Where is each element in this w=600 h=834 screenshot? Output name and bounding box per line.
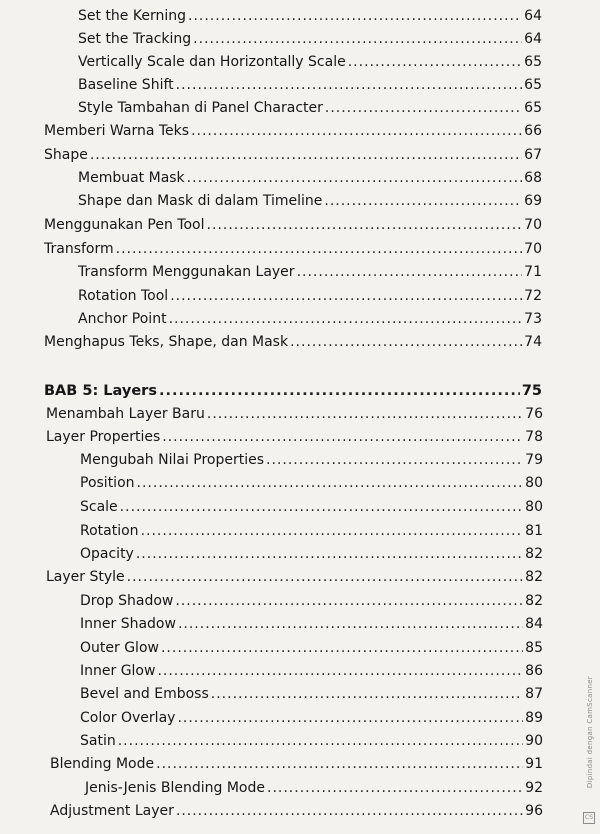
toc-entry-title: Jenis-Jenis Blending Mode: [85, 780, 265, 796]
dot-leader: [157, 662, 523, 680]
toc-chapter-title: BAB 5: Layers: [44, 383, 157, 399]
dot-leader: [169, 310, 523, 328]
dot-leader: [267, 779, 523, 797]
toc-entry-title: Set the Kerning: [78, 8, 186, 24]
dot-leader: [120, 498, 524, 516]
toc-entry-page: 87: [525, 686, 543, 702]
toc-entry-set-the-tracking: [78, 30, 542, 48]
dot-leader: [90, 146, 522, 164]
toc-entry-title: Baseline Shift: [78, 77, 174, 93]
toc-entry-page: 80: [525, 475, 543, 491]
dot-leader: [207, 216, 523, 234]
dot-leader: [297, 263, 523, 281]
toc-entry-page: 67: [524, 147, 542, 163]
toc-entry-page: 65: [524, 77, 542, 93]
toc-entry-page: 85: [525, 640, 543, 656]
toc-entry-pen-tool: [44, 216, 542, 234]
scanner-watermark: Dipindai dengan CamScanner: [586, 676, 594, 789]
toc-entry-page: 66: [524, 123, 542, 139]
dot-leader: [266, 451, 523, 469]
toc-entry-title: Vertically Scale dan Horizontally Scale: [78, 54, 346, 70]
toc-entry-rotation-tool: [78, 287, 542, 305]
toc-entry-title: Memberi Warna Teks: [44, 123, 190, 139]
toc-entry-transform: [44, 240, 542, 258]
dot-leader: [178, 615, 523, 633]
toc-entry-title: Scale: [80, 499, 118, 515]
dot-leader: [187, 169, 523, 187]
toc-entry-page: 89: [525, 710, 543, 726]
toc-entry-shape-dan-mask: [78, 192, 542, 210]
toc-entry-page: 90: [525, 733, 543, 749]
dot-leader: [211, 685, 523, 703]
dot-leader: [324, 192, 522, 210]
toc-entry-page: 71: [524, 264, 542, 280]
dot-leader: [348, 53, 522, 71]
toc-entry-bevel-emboss: [80, 685, 543, 703]
toc-entry-page: 70: [524, 241, 542, 257]
dot-leader: [170, 287, 522, 305]
toc-entry-page: 82: [525, 593, 543, 609]
toc-entry-blending-mode: [50, 755, 543, 773]
toc-entry-jenis-blending: [85, 779, 543, 797]
toc-entry-satin: [80, 732, 543, 750]
toc-entry-page: 73: [524, 311, 542, 327]
toc-entry-title: Style Tambahan di Panel Character: [78, 100, 323, 116]
toc-entry-title: Anchor Point: [78, 311, 167, 327]
dot-leader: [137, 474, 524, 492]
toc-entry-page: 76: [525, 406, 543, 422]
dot-leader: [159, 382, 520, 400]
toc-chapter-bab-5: [44, 382, 542, 400]
toc-entry-scale: [80, 498, 543, 516]
toc-entry-page: 72: [524, 288, 542, 304]
dot-leader: [136, 545, 523, 563]
toc-entry-title: Menambah Layer Baru: [46, 406, 205, 422]
toc-entry-page: 82: [525, 569, 543, 585]
toc-entry-title: Satin: [80, 733, 116, 749]
toc-entry-vertically-scale: [78, 53, 542, 71]
toc-entry-shape: [44, 146, 542, 164]
toc-entry-title: Adjustment Layer: [50, 803, 174, 819]
toc-entry-memberi-warna-teks: [44, 122, 542, 140]
toc-entry-page: 65: [524, 100, 542, 116]
toc-entry-title: Bevel and Emboss: [80, 686, 209, 702]
dot-leader: [118, 732, 523, 750]
toc-entry-page: 81: [525, 523, 543, 539]
toc-entry-title: Rotation: [80, 523, 139, 539]
toc-entry-page: 75: [521, 383, 542, 399]
dot-leader: [176, 76, 523, 94]
toc-entry-title: Inner Shadow: [80, 616, 176, 632]
toc-entry-layer-style: [46, 568, 543, 586]
toc-entry-anchor-point: [78, 310, 542, 328]
toc-entry-outer-glow: [80, 639, 543, 657]
toc-entry-page: 84: [525, 616, 543, 632]
toc-entry-inner-shadow: [80, 615, 543, 633]
toc-entry-menambah-layer: [46, 405, 543, 423]
toc-entry-title: Transform: [44, 241, 114, 257]
toc-entry-opacity: [80, 545, 543, 563]
toc-entry-title: Opacity: [80, 546, 134, 562]
dot-leader: [176, 802, 523, 820]
toc-entry-set-the-kerning: [78, 7, 542, 25]
toc-entry-adjustment-layer: [50, 802, 543, 820]
toc-entry-page: 64: [524, 31, 542, 47]
toc-entry-page: 79: [525, 452, 543, 468]
toc-entry-page: 70: [524, 217, 542, 233]
toc-entry-title: Menggunakan Pen Tool: [44, 217, 205, 233]
toc-entry-title: Transform Menggunakan Layer: [78, 264, 295, 280]
dot-leader: [127, 568, 524, 586]
toc-entry-title: Position: [80, 475, 135, 491]
toc-entry-page: 96: [525, 803, 543, 819]
toc-entry-page: 69: [524, 193, 542, 209]
toc-entry-style-tambahan: [78, 99, 542, 117]
toc-entry-title: Color Overlay: [80, 710, 176, 726]
toc-entry-page: 64: [524, 8, 542, 24]
toc-entry-layer-properties: [46, 428, 543, 446]
toc-entry-title: Shape: [44, 147, 88, 163]
toc-entry-page: 65: [524, 54, 542, 70]
toc-entry-title: Layer Properties: [46, 429, 161, 445]
toc-entry-page: 82: [525, 546, 543, 562]
toc-entry-title: Inner Glow: [80, 663, 156, 679]
toc-entry-drop-shadow: [80, 592, 543, 610]
dot-leader: [175, 592, 523, 610]
dot-leader: [191, 122, 522, 140]
dot-leader: [116, 240, 523, 258]
toc-entry-color-overlay: [80, 709, 543, 727]
dot-leader: [193, 30, 522, 48]
toc-entry-position: [80, 474, 543, 492]
toc-entry-title: Menghapus Teks, Shape, dan Mask: [44, 334, 289, 350]
dot-leader: [161, 639, 523, 657]
dot-leader: [141, 522, 524, 540]
toc-entry-title: Set the Tracking: [78, 31, 192, 47]
toc-entry-inner-glow: [80, 662, 543, 680]
toc-entry-menghapus: [44, 333, 542, 351]
toc-entry-page: 80: [525, 499, 543, 515]
toc-entry-page: 91: [525, 756, 543, 772]
dot-leader: [162, 428, 523, 446]
toc-entry-page: 92: [525, 780, 543, 796]
dot-leader: [156, 755, 523, 773]
toc-entry-page: 78: [525, 429, 543, 445]
dot-leader: [177, 709, 523, 727]
toc-entry-page: 68: [524, 170, 542, 186]
dot-leader: [207, 405, 523, 423]
toc-entry-title: Rotation Tool: [78, 288, 169, 304]
toc-entry-title: Outer Glow: [80, 640, 159, 656]
toc-entry-title: Shape dan Mask di dalam Timeline: [78, 193, 323, 209]
toc-entry-mengubah-nilai: [80, 451, 543, 469]
dot-leader: [325, 99, 522, 117]
toc-entry-title: Drop Shadow: [80, 593, 174, 609]
toc-entry-title: Membuat Mask: [78, 170, 185, 186]
toc-entry-page: 74: [524, 334, 542, 350]
dot-leader: [188, 7, 522, 25]
toc-entry-transform-layer: [78, 263, 542, 281]
toc-entry-baseline-shift: [78, 76, 542, 94]
scanner-logo: CS: [583, 812, 595, 824]
toc-entry-title: Mengubah Nilai Properties: [80, 452, 265, 468]
toc-entry-title: Layer Style: [46, 569, 125, 585]
toc-entry-title: Blending Mode: [50, 756, 155, 772]
toc-entry-rotation: [80, 522, 543, 540]
toc-entry-page: 86: [525, 663, 543, 679]
dot-leader: [290, 333, 522, 351]
toc-entry-membuat-mask: [78, 169, 542, 187]
